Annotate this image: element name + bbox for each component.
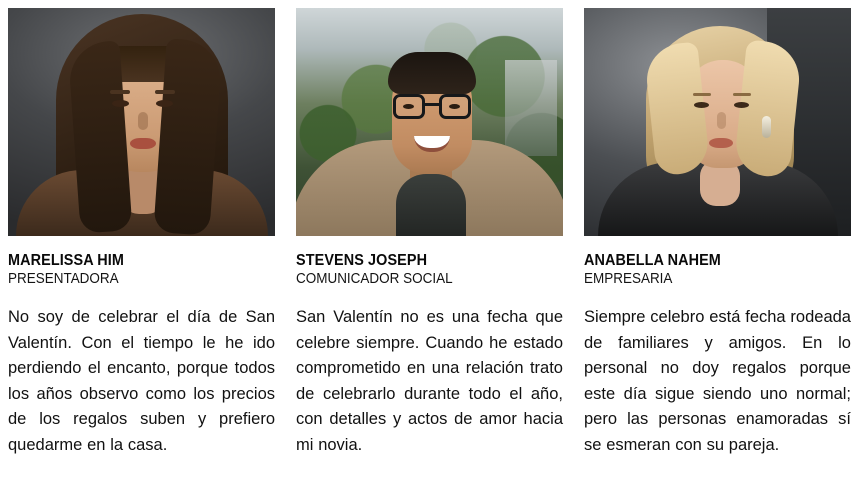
portrait-photo-3 xyxy=(584,8,851,236)
nose-shape xyxy=(138,112,148,130)
eye-left-shape xyxy=(694,102,709,108)
shirt-shape xyxy=(396,174,466,236)
person-role-1: PRESENTADORA xyxy=(8,271,119,288)
eyeglasses-bridge xyxy=(425,103,439,106)
person-quote-2: San Valentín no es una fecha que celebre siempre. Cuando he estado comprometido en una relación trato de celebrarlo durante todo el año, con detalles y actos de amor hacia mi novia. xyxy=(296,308,563,454)
lips-shape xyxy=(130,138,156,149)
portrait-photo-1 xyxy=(8,8,275,236)
nose-shape xyxy=(717,112,726,129)
eye-left-shape xyxy=(112,100,129,107)
person-quote-1: No soy de celebrar el día de San Valentín. Con el tiempo le he ido perdiendo el encanto, porque todos los años observo como los precios de los regalos suben y prefiero quedarme en la casa. xyxy=(8,308,275,454)
testimonial-column-1 xyxy=(8,8,275,501)
person-name-1: MARELISSA HIM xyxy=(8,252,125,269)
eye-left-shape xyxy=(403,104,414,109)
eyebrow-left-shape xyxy=(110,90,130,94)
building-shape xyxy=(505,60,557,156)
person-name-3: ANABELLA NAHEM xyxy=(584,252,721,269)
eyebrow-left-shape xyxy=(693,93,711,96)
lips-shape xyxy=(709,138,733,148)
portrait-photo-2 xyxy=(296,8,563,236)
person-quote-3: Siempre celebro está fecha rodeada de familiares y amigos. En lo personal no doy regalos porque este día sigue siendo uno normal; pero las personas enamoradas sí se esmeran con su pareja. xyxy=(584,308,851,454)
testimonial-column-2 xyxy=(296,8,563,501)
eyebrow-right-shape xyxy=(155,90,175,94)
eye-right-shape xyxy=(156,100,173,107)
hair-shape xyxy=(388,52,476,94)
eye-right-shape xyxy=(449,104,460,109)
testimonial-column-3 xyxy=(584,8,851,501)
earring-shape xyxy=(762,116,771,138)
eyebrow-right-shape xyxy=(733,93,751,96)
eye-right-shape xyxy=(734,102,749,108)
person-name-2: STEVENS JOSEPH xyxy=(296,252,428,269)
person-role-2: COMUNICADOR SOCIAL xyxy=(296,271,453,288)
person-role-3: EMPRESARIA xyxy=(584,271,673,288)
